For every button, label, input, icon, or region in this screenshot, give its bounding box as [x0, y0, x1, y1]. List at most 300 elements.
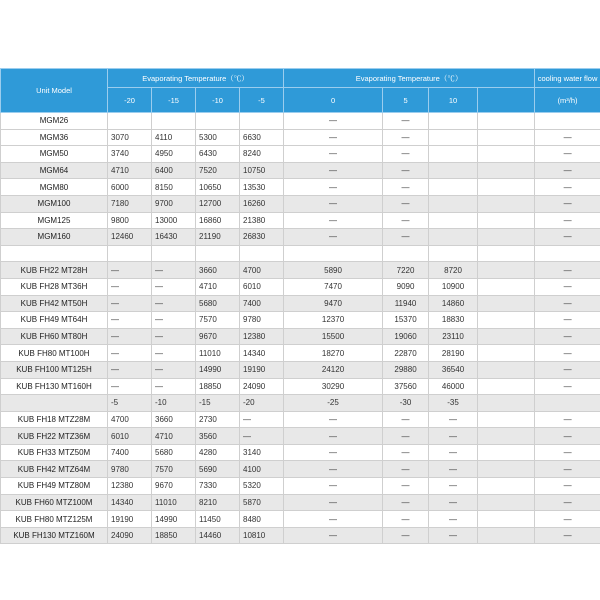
value-cell: — — [535, 378, 600, 395]
value-cell — [478, 527, 535, 544]
value-cell: 21190 — [196, 229, 240, 246]
value-cell — [152, 245, 196, 262]
value-cell: — — [108, 295, 152, 312]
value-cell: — — [535, 295, 600, 312]
table-row — [1, 312, 600, 329]
performance-table — [0, 68, 600, 544]
value-cell: -5 — [108, 395, 152, 412]
value-cell: 10810 — [240, 527, 284, 544]
value-cell: 18270 — [284, 345, 383, 362]
value-cell — [240, 245, 284, 262]
value-cell: — — [535, 179, 600, 196]
value-cell: — — [429, 461, 478, 478]
value-cell: 7330 — [196, 478, 240, 495]
value-cell: 14990 — [196, 361, 240, 378]
value-cell — [478, 278, 535, 295]
value-cell: — — [535, 428, 600, 445]
value-cell: — — [284, 212, 383, 229]
model-cell: KUB FH130 MTZ160M — [1, 527, 108, 544]
value-cell: 9700 — [152, 195, 196, 212]
value-cell: — — [429, 411, 478, 428]
value-cell: 4950 — [152, 146, 196, 163]
value-cell: -20 — [240, 395, 284, 412]
model-cell: KUB FH42 MTZ64M — [1, 461, 108, 478]
value-cell: 2730 — [196, 411, 240, 428]
value-cell: 3740 — [108, 146, 152, 163]
model-cell: KUB FH49 MTZ80M — [1, 478, 108, 495]
model-cell: MGM100 — [1, 195, 108, 212]
value-cell: 7570 — [196, 312, 240, 329]
value-cell — [478, 428, 535, 445]
model-cell: MGM125 — [1, 212, 108, 229]
value-cell: — — [383, 195, 429, 212]
value-cell: — — [284, 511, 383, 528]
value-cell: — — [535, 511, 600, 528]
value-cell: 6010 — [240, 278, 284, 295]
value-cell: 6010 — [108, 428, 152, 445]
value-cell: 9780 — [240, 312, 284, 329]
value-cell: 12380 — [108, 478, 152, 495]
value-cell: 24090 — [240, 378, 284, 395]
value-cell — [478, 345, 535, 362]
value-cell: — — [535, 229, 600, 246]
value-cell: 6630 — [240, 129, 284, 146]
value-cell: 14990 — [152, 511, 196, 528]
model-cell: MGM50 — [1, 146, 108, 163]
value-cell — [478, 245, 535, 262]
temp-header: -20 — [108, 88, 152, 113]
value-cell: — — [383, 428, 429, 445]
value-cell: — — [535, 312, 600, 329]
value-cell: — — [152, 312, 196, 329]
value-cell: 8210 — [196, 494, 240, 511]
value-cell: 46000 — [429, 378, 478, 395]
model-cell: KUB FH100 MT125H — [1, 361, 108, 378]
value-cell: — — [152, 361, 196, 378]
value-cell: 18850 — [152, 527, 196, 544]
value-cell: — — [108, 278, 152, 295]
value-cell — [535, 395, 600, 412]
value-cell: 11010 — [152, 494, 196, 511]
value-cell: 21380 — [240, 212, 284, 229]
value-cell: 13530 — [240, 179, 284, 196]
value-cell — [429, 195, 478, 212]
value-cell: 19190 — [108, 511, 152, 528]
value-cell: 8240 — [240, 146, 284, 163]
value-cell: 29880 — [383, 361, 429, 378]
value-cell: 9670 — [196, 328, 240, 345]
value-cell: 16430 — [152, 229, 196, 246]
model-cell: MGM160 — [1, 229, 108, 246]
value-cell: — — [535, 494, 600, 511]
value-cell — [429, 229, 478, 246]
value-cell: — — [152, 278, 196, 295]
temp-header: -10 — [196, 88, 240, 113]
value-cell: — — [108, 328, 152, 345]
table-row — [1, 195, 600, 212]
evap-temp-header-left: Evaporating Temperature（℃） — [108, 69, 284, 88]
value-cell: 28190 — [429, 345, 478, 362]
temp-header: 0 — [284, 88, 383, 113]
table-row — [1, 162, 600, 179]
value-cell: 3140 — [240, 444, 284, 461]
value-cell — [478, 129, 535, 146]
value-cell: 12700 — [196, 195, 240, 212]
value-cell: — — [535, 461, 600, 478]
model-cell: KUB FH130 MT160H — [1, 378, 108, 395]
value-cell: — — [535, 129, 600, 146]
model-cell — [1, 395, 108, 412]
value-cell: 18830 — [429, 312, 478, 329]
value-cell — [429, 129, 478, 146]
value-cell: 14340 — [108, 494, 152, 511]
value-cell: — — [284, 179, 383, 196]
value-cell — [429, 179, 478, 196]
value-cell — [478, 229, 535, 246]
value-cell: — — [535, 278, 600, 295]
value-cell: — — [108, 345, 152, 362]
value-cell: — — [383, 229, 429, 246]
value-cell: — — [383, 146, 429, 163]
value-cell: — — [108, 312, 152, 329]
table-row — [1, 527, 600, 544]
table-row — [1, 278, 600, 295]
value-cell: 30290 — [284, 378, 383, 395]
model-cell: KUB FH60 MTZ100M — [1, 494, 108, 511]
value-cell: 15370 — [383, 312, 429, 329]
value-cell: 9470 — [284, 295, 383, 312]
value-cell: — — [383, 113, 429, 130]
value-cell: — — [429, 527, 478, 544]
value-cell: 3660 — [152, 411, 196, 428]
value-cell: — — [535, 328, 600, 345]
value-cell — [240, 113, 284, 130]
cooling-water-flow-header: cooling water flow — [535, 69, 600, 88]
value-cell — [196, 113, 240, 130]
value-cell: 10900 — [429, 278, 478, 295]
value-cell: 4710 — [108, 162, 152, 179]
value-cell: 12380 — [240, 328, 284, 345]
value-cell: 11010 — [196, 345, 240, 362]
value-cell — [478, 195, 535, 212]
value-cell: 4710 — [152, 428, 196, 445]
value-cell — [429, 113, 478, 130]
temp-header-spacer — [478, 88, 535, 113]
value-cell: -15 — [196, 395, 240, 412]
value-cell: 36540 — [429, 361, 478, 378]
temp-header: 5 — [383, 88, 429, 113]
model-cell: KUB FH28 MT36H — [1, 278, 108, 295]
value-cell: — — [152, 378, 196, 395]
value-cell: — — [284, 444, 383, 461]
value-cell: — — [108, 262, 152, 279]
model-cell — [1, 245, 108, 262]
value-cell: 5320 — [240, 478, 284, 495]
value-cell: — — [535, 146, 600, 163]
value-cell: 8720 — [429, 262, 478, 279]
value-cell: — — [284, 129, 383, 146]
value-cell: 12460 — [108, 229, 152, 246]
value-cell: 15500 — [284, 328, 383, 345]
value-cell: 14460 — [196, 527, 240, 544]
value-cell — [284, 245, 383, 262]
value-cell: 7180 — [108, 195, 152, 212]
value-cell: — — [535, 262, 600, 279]
value-cell — [478, 411, 535, 428]
value-cell: 18850 — [196, 378, 240, 395]
value-cell: -30 — [383, 395, 429, 412]
value-cell: 22870 — [383, 345, 429, 362]
value-cell: — — [535, 361, 600, 378]
table-row — [1, 179, 600, 196]
model-cell: KUB FH22 MT28H — [1, 262, 108, 279]
value-cell — [535, 113, 600, 130]
value-cell: 11450 — [196, 511, 240, 528]
table-row — [1, 411, 600, 428]
value-cell: 12370 — [284, 312, 383, 329]
table-row — [1, 444, 600, 461]
value-cell — [535, 245, 600, 262]
value-cell: -10 — [152, 395, 196, 412]
value-cell: -35 — [429, 395, 478, 412]
value-cell: — — [284, 478, 383, 495]
value-cell: 23110 — [429, 328, 478, 345]
model-cell: KUB FH42 MT50H — [1, 295, 108, 312]
value-cell: 26830 — [240, 229, 284, 246]
table-row — [1, 245, 600, 262]
value-cell: 9090 — [383, 278, 429, 295]
value-cell: — — [383, 162, 429, 179]
table-row — [1, 129, 600, 146]
value-cell: 14860 — [429, 295, 478, 312]
value-cell: 5680 — [196, 295, 240, 312]
value-cell — [478, 295, 535, 312]
value-cell — [478, 478, 535, 495]
value-cell — [478, 378, 535, 395]
model-cell: KUB FH49 MT64H — [1, 312, 108, 329]
table-row — [1, 295, 600, 312]
value-cell: — — [108, 378, 152, 395]
value-cell: 5690 — [196, 461, 240, 478]
model-cell: KUB FH80 MTZ125M — [1, 511, 108, 528]
value-cell: — — [284, 146, 383, 163]
value-cell: 13000 — [152, 212, 196, 229]
unit-model-header: Unit Model — [1, 69, 108, 113]
value-cell — [478, 461, 535, 478]
value-cell: — — [535, 444, 600, 461]
model-cell: MGM36 — [1, 129, 108, 146]
value-cell: 11940 — [383, 295, 429, 312]
value-cell: — — [429, 444, 478, 461]
value-cell: — — [383, 444, 429, 461]
value-cell: 24120 — [284, 361, 383, 378]
value-cell: — — [152, 262, 196, 279]
value-cell: 7220 — [383, 262, 429, 279]
value-cell: 5890 — [284, 262, 383, 279]
value-cell: — — [284, 428, 383, 445]
value-cell: — — [284, 461, 383, 478]
value-cell: — — [429, 494, 478, 511]
table-row — [1, 461, 600, 478]
table-row — [1, 378, 600, 395]
value-cell: — — [284, 195, 383, 212]
value-cell — [383, 245, 429, 262]
value-cell: — — [535, 478, 600, 495]
value-cell: — — [284, 162, 383, 179]
value-cell — [196, 245, 240, 262]
value-cell — [478, 312, 535, 329]
value-cell — [478, 212, 535, 229]
value-cell: 3070 — [108, 129, 152, 146]
value-cell: — — [429, 428, 478, 445]
value-cell: — — [535, 411, 600, 428]
value-cell: 14340 — [240, 345, 284, 362]
value-cell: 4700 — [108, 411, 152, 428]
value-cell: 24090 — [108, 527, 152, 544]
value-cell: — — [383, 461, 429, 478]
value-cell: — — [240, 411, 284, 428]
value-cell: — — [383, 129, 429, 146]
table-row — [1, 428, 600, 445]
value-cell: 9800 — [108, 212, 152, 229]
value-cell — [478, 511, 535, 528]
model-cell: KUB FH80 MT100H — [1, 345, 108, 362]
table-row — [1, 511, 600, 528]
value-cell: — — [383, 212, 429, 229]
value-cell: -25 — [284, 395, 383, 412]
value-cell: 19190 — [240, 361, 284, 378]
model-cell: KUB FH18 MTZ28M — [1, 411, 108, 428]
value-cell: 8150 — [152, 179, 196, 196]
model-cell: KUB FH60 MT80H — [1, 328, 108, 345]
value-cell: 10750 — [240, 162, 284, 179]
value-cell: 10650 — [196, 179, 240, 196]
value-cell — [478, 361, 535, 378]
value-cell: — — [383, 494, 429, 511]
model-cell: MGM64 — [1, 162, 108, 179]
value-cell: 16860 — [196, 212, 240, 229]
value-cell — [478, 328, 535, 345]
value-cell: — — [383, 411, 429, 428]
table-row — [1, 395, 600, 412]
value-cell: 4280 — [196, 444, 240, 461]
value-cell: — — [108, 361, 152, 378]
table-row — [1, 494, 600, 511]
value-cell — [429, 146, 478, 163]
value-cell: 5870 — [240, 494, 284, 511]
temp-header: -5 — [240, 88, 284, 113]
value-cell: 4710 — [196, 278, 240, 295]
value-cell: 3560 — [196, 428, 240, 445]
value-cell — [478, 146, 535, 163]
value-cell: — — [383, 527, 429, 544]
value-cell: — — [429, 478, 478, 495]
value-cell: 7470 — [284, 278, 383, 295]
value-cell: — — [152, 345, 196, 362]
value-cell: — — [284, 527, 383, 544]
value-cell: 8480 — [240, 511, 284, 528]
value-cell — [478, 179, 535, 196]
value-cell: — — [535, 212, 600, 229]
value-cell — [429, 245, 478, 262]
table-row — [1, 328, 600, 345]
value-cell: 16260 — [240, 195, 284, 212]
flow-unit-header: (m³/h) — [535, 88, 600, 113]
table-row — [1, 345, 600, 362]
model-cell: KUB FH33 MTZ50M — [1, 444, 108, 461]
value-cell: — — [535, 195, 600, 212]
value-cell: 6400 — [152, 162, 196, 179]
value-cell: 6430 — [196, 146, 240, 163]
value-cell: 5680 — [152, 444, 196, 461]
value-cell: 4700 — [240, 262, 284, 279]
value-cell — [478, 262, 535, 279]
value-cell — [429, 162, 478, 179]
value-cell: — — [383, 179, 429, 196]
value-cell — [478, 444, 535, 461]
value-cell: 5300 — [196, 129, 240, 146]
value-cell: 37560 — [383, 378, 429, 395]
table-row — [1, 113, 600, 130]
table-row — [1, 212, 600, 229]
value-cell: — — [152, 295, 196, 312]
value-cell: — — [535, 345, 600, 362]
model-cell: MGM80 — [1, 179, 108, 196]
value-cell — [478, 494, 535, 511]
value-cell — [429, 212, 478, 229]
value-cell: — — [383, 511, 429, 528]
value-cell: 4110 — [152, 129, 196, 146]
value-cell: — — [152, 328, 196, 345]
value-cell: — — [383, 478, 429, 495]
value-cell: — — [284, 113, 383, 130]
table-body — [1, 113, 600, 544]
value-cell — [108, 245, 152, 262]
value-cell: 7520 — [196, 162, 240, 179]
temp-header: -15 — [152, 88, 196, 113]
table-row — [1, 262, 600, 279]
value-cell: — — [284, 229, 383, 246]
value-cell: 9670 — [152, 478, 196, 495]
model-cell: KUB FH22 MTZ36M — [1, 428, 108, 445]
value-cell: 7570 — [152, 461, 196, 478]
value-cell: — — [535, 527, 600, 544]
value-cell — [478, 113, 535, 130]
value-cell: 7400 — [108, 444, 152, 461]
value-cell: — — [284, 411, 383, 428]
value-cell: — — [284, 494, 383, 511]
value-cell: — — [429, 511, 478, 528]
value-cell — [108, 113, 152, 130]
table-row — [1, 146, 600, 163]
value-cell: 6000 — [108, 179, 152, 196]
value-cell: 3660 — [196, 262, 240, 279]
value-cell: 4100 — [240, 461, 284, 478]
value-cell: 9780 — [108, 461, 152, 478]
value-cell: 7400 — [240, 295, 284, 312]
model-cell: MGM26 — [1, 113, 108, 130]
table-row — [1, 361, 600, 378]
temp-header: 10 — [429, 88, 478, 113]
table-row — [1, 229, 600, 246]
value-cell: — — [240, 428, 284, 445]
table-row — [1, 478, 600, 495]
evap-temp-header-right: Evaporating Temperature（℃） — [284, 69, 535, 88]
value-cell — [152, 113, 196, 130]
value-cell: — — [535, 162, 600, 179]
value-cell — [478, 162, 535, 179]
value-cell — [478, 395, 535, 412]
